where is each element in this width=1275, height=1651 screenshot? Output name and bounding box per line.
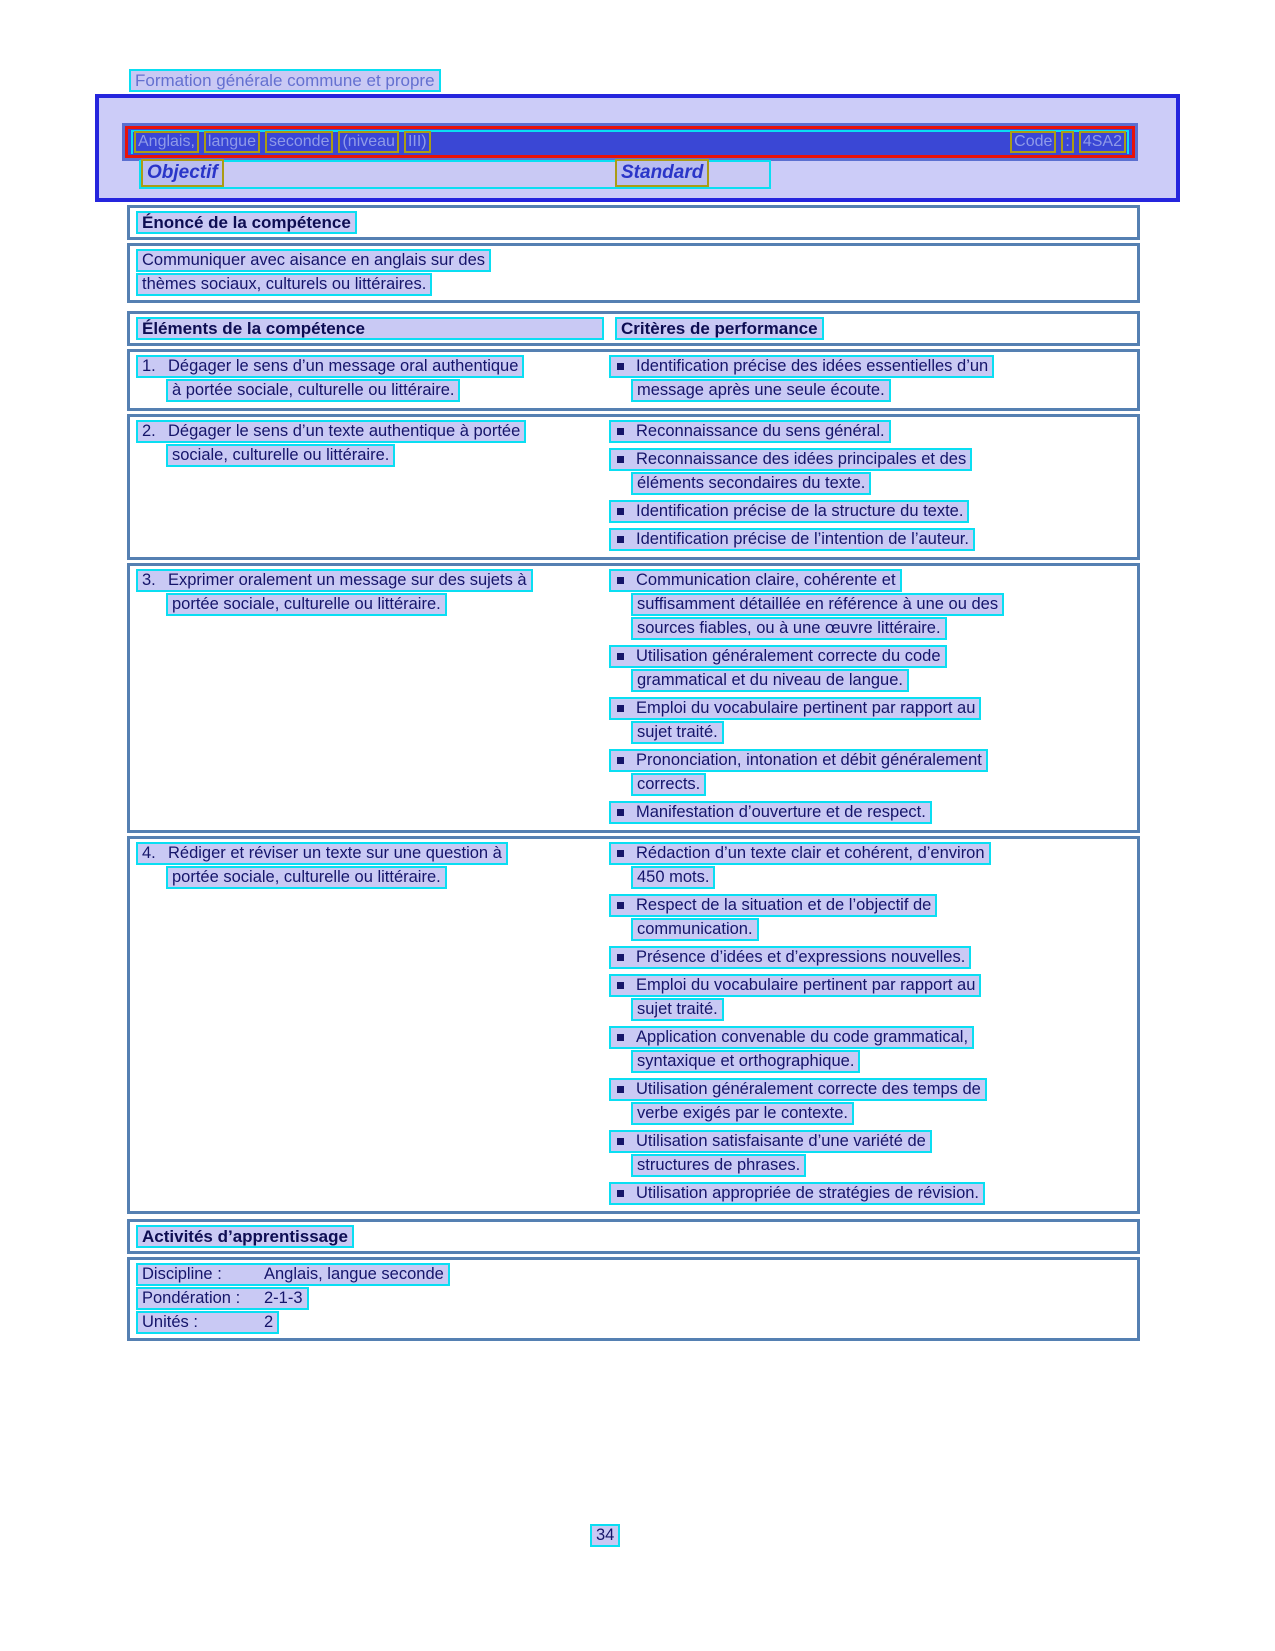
- course-title-words: [128, 129, 1132, 155]
- criterion-line: [631, 773, 706, 796]
- bullet-icon: [617, 536, 624, 543]
- criterion-text: communication.: [637, 920, 753, 938]
- element-line-wrap: [166, 593, 605, 616]
- criterion: [609, 842, 1133, 889]
- criterion-line: [631, 721, 724, 744]
- criterion: [609, 749, 1133, 796]
- criterion-text: corrects.: [637, 775, 701, 793]
- criterion-line: [609, 1026, 974, 1049]
- elements-header: Éléments de la compétence: [136, 317, 604, 340]
- criterion-line: [609, 974, 981, 997]
- criteria-cell: [609, 417, 1137, 557]
- course-title-word: langue: [204, 131, 260, 153]
- criterion-text: Utilisation appropriée de stratégies de révision.: [636, 1184, 980, 1202]
- bullet-icon: [617, 902, 624, 909]
- criterion-line: [609, 1078, 987, 1101]
- criterion-line-wrap: [609, 974, 1133, 997]
- criterion-text: Reconnaissance des idées principales et des: [636, 450, 967, 468]
- element-line-wrap: [166, 444, 605, 467]
- code-separator: :: [1061, 131, 1073, 153]
- element-text: à portée sociale, culturelle ou littéraire.: [172, 381, 455, 399]
- criterion-line-wrap: [631, 998, 1133, 1021]
- criteria-cell: [609, 839, 1137, 1211]
- criterion-text: verbe exigés par le contexte.: [637, 1104, 848, 1122]
- criterion-line-wrap: [609, 894, 1133, 917]
- element-cell: [130, 566, 609, 622]
- table-row: [127, 563, 1140, 833]
- element-line: [166, 379, 460, 402]
- field-label: Pondération :: [142, 1289, 241, 1307]
- bullet-icon: [617, 428, 624, 435]
- element-number: 3.: [142, 571, 156, 589]
- criterion-text: Respect de la situation et de l’objectif de: [636, 896, 932, 914]
- criterion: [609, 645, 1133, 692]
- criterion-line-wrap: [631, 472, 1133, 495]
- criterion-line: [631, 1154, 806, 1177]
- elements-header-cell: [136, 317, 615, 340]
- criterion-text: éléments secondaires du texte.: [637, 474, 866, 492]
- course-title-banner: [125, 126, 1135, 158]
- criterion-line-wrap: [631, 773, 1133, 796]
- page-number: 34: [590, 1524, 620, 1547]
- element-line: [166, 593, 447, 616]
- element-line: [166, 866, 447, 889]
- criterion-text: Emploi du vocabulaire pertinent par rapport au: [636, 699, 976, 717]
- criterion-line-wrap: [609, 1026, 1133, 1049]
- bullet-icon: [617, 757, 624, 764]
- bullet-icon: [617, 653, 624, 660]
- criterion: [609, 500, 1133, 523]
- enonce-body-row: [127, 243, 1140, 303]
- criterion-line: [609, 697, 981, 720]
- criterion-line-wrap: [609, 355, 1133, 378]
- field-value: 2-1-3: [264, 1289, 303, 1307]
- criterion-line: [631, 593, 1004, 616]
- criterion-line-wrap: [609, 697, 1133, 720]
- element-line-wrap: [166, 379, 605, 402]
- bullet-icon: [617, 1086, 624, 1093]
- criterion-line-wrap: [609, 528, 1133, 551]
- criterion-line-wrap: [609, 801, 1133, 824]
- criterion-text: Application convenable du code grammatical,: [636, 1028, 969, 1046]
- criterion-line: [631, 472, 871, 495]
- criterion-line-wrap: [609, 420, 1133, 443]
- criterion-line: [609, 894, 937, 917]
- element-line: [166, 444, 395, 467]
- enonce-line-wrap: [136, 249, 1131, 272]
- criterion-line: [609, 842, 991, 865]
- activites-header-row: [127, 1219, 1140, 1254]
- bullet-icon: [617, 954, 624, 961]
- activites-field-line: [136, 1311, 279, 1334]
- criterion-line-wrap: [631, 866, 1133, 889]
- criterion-text: message après une seule écoute.: [637, 381, 885, 399]
- content-column: [127, 205, 1140, 1344]
- criterion: [609, 946, 1133, 969]
- criterion-text: sujet traité.: [637, 723, 718, 741]
- course-title-word: III): [404, 131, 431, 153]
- activites-field: [136, 1263, 1131, 1286]
- criterion: [609, 1182, 1133, 1205]
- objectif-heading: Objectif: [141, 159, 224, 187]
- table-row: [127, 836, 1140, 1214]
- criterion-text: Utilisation généralement correcte du code: [636, 647, 941, 665]
- criterion-line: [609, 528, 975, 551]
- criterion-line: [609, 569, 902, 592]
- criterion: [609, 1026, 1133, 1073]
- element-number: 1.: [142, 357, 156, 375]
- standard-heading: Standard: [615, 159, 709, 187]
- criterion-text: Manifestation d’ouverture et de respect.: [636, 803, 926, 821]
- criterion-line-wrap: [609, 500, 1133, 523]
- criterion-text: Identification précise de l’intention de l’auteur.: [636, 530, 969, 548]
- objectif-standard-strip: [139, 160, 771, 189]
- code-value: 4SA2: [1079, 131, 1126, 153]
- course-title-word: Anglais,: [134, 131, 199, 153]
- bullet-icon: [617, 850, 624, 857]
- criterion-line: [609, 749, 988, 772]
- criterion: [609, 1078, 1133, 1125]
- criterion-line-wrap: [631, 918, 1133, 941]
- criterion-line: [631, 1102, 854, 1125]
- criterion: [609, 697, 1133, 744]
- element-cell: [130, 839, 609, 895]
- criterion-line-wrap: [631, 1102, 1133, 1125]
- criterion: [609, 974, 1133, 1021]
- criterion-line: [609, 801, 932, 824]
- criterion-line-wrap: [631, 1050, 1133, 1073]
- criterion-text: syntaxique et orthographique.: [637, 1052, 855, 1070]
- element-cell: [130, 352, 609, 408]
- criterion: [609, 894, 1133, 941]
- element-line: [136, 842, 508, 865]
- criterion-line-wrap: [609, 946, 1133, 969]
- enonce-line: Communiquer avec aisance en anglais sur des: [136, 249, 491, 272]
- criteria-cell: [609, 566, 1137, 830]
- criterion-line: [609, 645, 947, 668]
- criterion-text: sujet traité.: [637, 1000, 718, 1018]
- activites-field: [136, 1287, 1131, 1310]
- criterion: [609, 801, 1133, 824]
- code-label: Code: [1010, 131, 1056, 153]
- criteria-cell: [609, 352, 1137, 408]
- competence-header-row: [127, 311, 1140, 346]
- criterion: [609, 448, 1133, 495]
- bullet-icon: [617, 577, 624, 584]
- criterion-text: 450 mots.: [637, 868, 710, 886]
- activites-field-line: [136, 1287, 309, 1310]
- criterion-line-wrap: [609, 645, 1133, 668]
- criterion: [609, 355, 1133, 402]
- element-cell: [130, 417, 609, 473]
- criterion-text: grammatical et du niveau de langue.: [637, 671, 903, 689]
- criterion-line-wrap: [609, 1182, 1133, 1205]
- bullet-icon: [617, 705, 624, 712]
- element-line-wrap: [136, 420, 605, 443]
- criterion-line: [631, 998, 724, 1021]
- field-value: Anglais, langue seconde: [264, 1265, 444, 1283]
- criterion-line: [609, 1182, 985, 1205]
- element-text: portée sociale, culturelle ou littéraire.: [172, 595, 441, 613]
- criterion-line: [609, 420, 891, 443]
- element-text: Exprimer oralement un message sur des sujets à: [168, 571, 527, 589]
- element-text: Rédiger et réviser un texte sur une question à: [168, 844, 502, 862]
- criterion-text: Emploi du vocabulaire pertinent par rapport au: [636, 976, 976, 994]
- criterion-text: Prononciation, intonation et débit généralement: [636, 751, 982, 769]
- element-text: portée sociale, culturelle ou littéraire.: [172, 868, 441, 886]
- element-line-wrap: [136, 569, 605, 592]
- criterion: [609, 528, 1133, 551]
- field-label: Unités :: [142, 1313, 198, 1331]
- bullet-icon: [617, 809, 624, 816]
- element-line-wrap: [136, 355, 605, 378]
- element-line-wrap: [136, 842, 605, 865]
- bullet-icon: [617, 982, 624, 989]
- criterion-line-wrap: [631, 593, 1133, 616]
- criterion-line: [631, 379, 891, 402]
- document-category-text: Formation générale commune et propre: [129, 69, 441, 92]
- criterion-line: [631, 918, 759, 941]
- table-row: [127, 349, 1140, 411]
- criterion-line-wrap: [609, 569, 1133, 592]
- activites-field-line: [136, 1263, 450, 1286]
- bullet-icon: [617, 1034, 624, 1041]
- element-text: sociale, culturelle ou littéraire.: [172, 446, 390, 464]
- bullet-icon: [617, 363, 624, 370]
- criterion-text: Rédaction d’un texte clair et cohérent, d’environ: [636, 844, 985, 862]
- criterion-text: Utilisation satisfaisante d’une variété de: [636, 1132, 926, 1150]
- element-number: 2.: [142, 422, 156, 440]
- element-line: [136, 569, 533, 592]
- criterion-line-wrap: [609, 448, 1133, 471]
- criterion-line: [609, 1130, 932, 1153]
- element-number: 4.: [142, 844, 156, 862]
- bullet-icon: [617, 1138, 624, 1145]
- competence-rows: [127, 349, 1140, 1214]
- bullet-icon: [617, 456, 624, 463]
- course-title-word: (niveau: [338, 131, 398, 153]
- criterion-line-wrap: [609, 842, 1133, 865]
- criterion-line: [609, 946, 971, 969]
- enonce-header-row: [127, 205, 1140, 240]
- activites-field: [136, 1311, 1131, 1334]
- criterion-text: suffisamment détaillée en référence à une ou des: [637, 595, 999, 613]
- criterion-text: Identification précise de la structure du texte.: [636, 502, 964, 520]
- criterion-line-wrap: [609, 749, 1133, 772]
- criterion-line-wrap: [631, 721, 1133, 744]
- criterion-line-wrap: [631, 1154, 1133, 1177]
- criterion: [609, 1130, 1133, 1177]
- criterion-text: Identification précise des idées essentielles d’un: [636, 357, 989, 375]
- criterion-line: [631, 617, 947, 640]
- criterion-line: [631, 1050, 860, 1073]
- criterion-line-wrap: [631, 617, 1133, 640]
- criterion-text: Reconnaissance du sens général.: [636, 422, 885, 440]
- criterion-line: [609, 500, 969, 523]
- element-line: [136, 420, 526, 443]
- criterion: [609, 420, 1133, 443]
- enonce-header: Énoncé de la compétence: [136, 211, 357, 234]
- criterion-text: Présence d’idées et d’expressions nouvelles.: [636, 948, 966, 966]
- criterion-text: structures de phrases.: [637, 1156, 801, 1174]
- bullet-icon: [617, 1190, 624, 1197]
- element-text: Dégager le sens d’un texte authentique à portée: [168, 422, 521, 440]
- criteres-header: Critères de performance: [615, 317, 824, 340]
- page-number-wrap: [590, 1524, 620, 1547]
- header-panel: [95, 94, 1180, 202]
- criteres-header-cell: [615, 317, 824, 340]
- element-text: Dégager le sens d’un message oral authentique: [168, 357, 519, 375]
- bullet-icon: [617, 508, 624, 515]
- criterion-text: sources fiables, ou à une œuvre littéraire.: [637, 619, 941, 637]
- criterion-text: Utilisation généralement correcte des temps de: [636, 1080, 981, 1098]
- course-title-word: seconde: [265, 131, 334, 153]
- criterion-line-wrap: [631, 379, 1133, 402]
- table-row: [127, 414, 1140, 560]
- field-value: 2: [264, 1313, 274, 1331]
- criterion-line-wrap: [631, 669, 1133, 692]
- activites-body-row: [127, 1257, 1140, 1341]
- field-label: Discipline :: [142, 1265, 222, 1283]
- criterion-line: [609, 448, 972, 471]
- criterion-line: [631, 866, 715, 889]
- activites-header: Activités d’apprentissage: [136, 1225, 354, 1248]
- criterion-text: Communication claire, cohérente et: [636, 571, 896, 589]
- criterion: [609, 569, 1133, 640]
- enonce-line: thèmes sociaux, culturels ou littéraires.: [136, 273, 432, 296]
- criterion-line: [609, 355, 994, 378]
- criterion-line-wrap: [609, 1130, 1133, 1153]
- enonce-line-wrap: [136, 273, 1131, 296]
- document-category-note: [129, 69, 441, 92]
- element-line: [136, 355, 524, 378]
- element-line-wrap: [166, 866, 605, 889]
- criterion-line-wrap: [609, 1078, 1133, 1101]
- criterion-line: [631, 669, 909, 692]
